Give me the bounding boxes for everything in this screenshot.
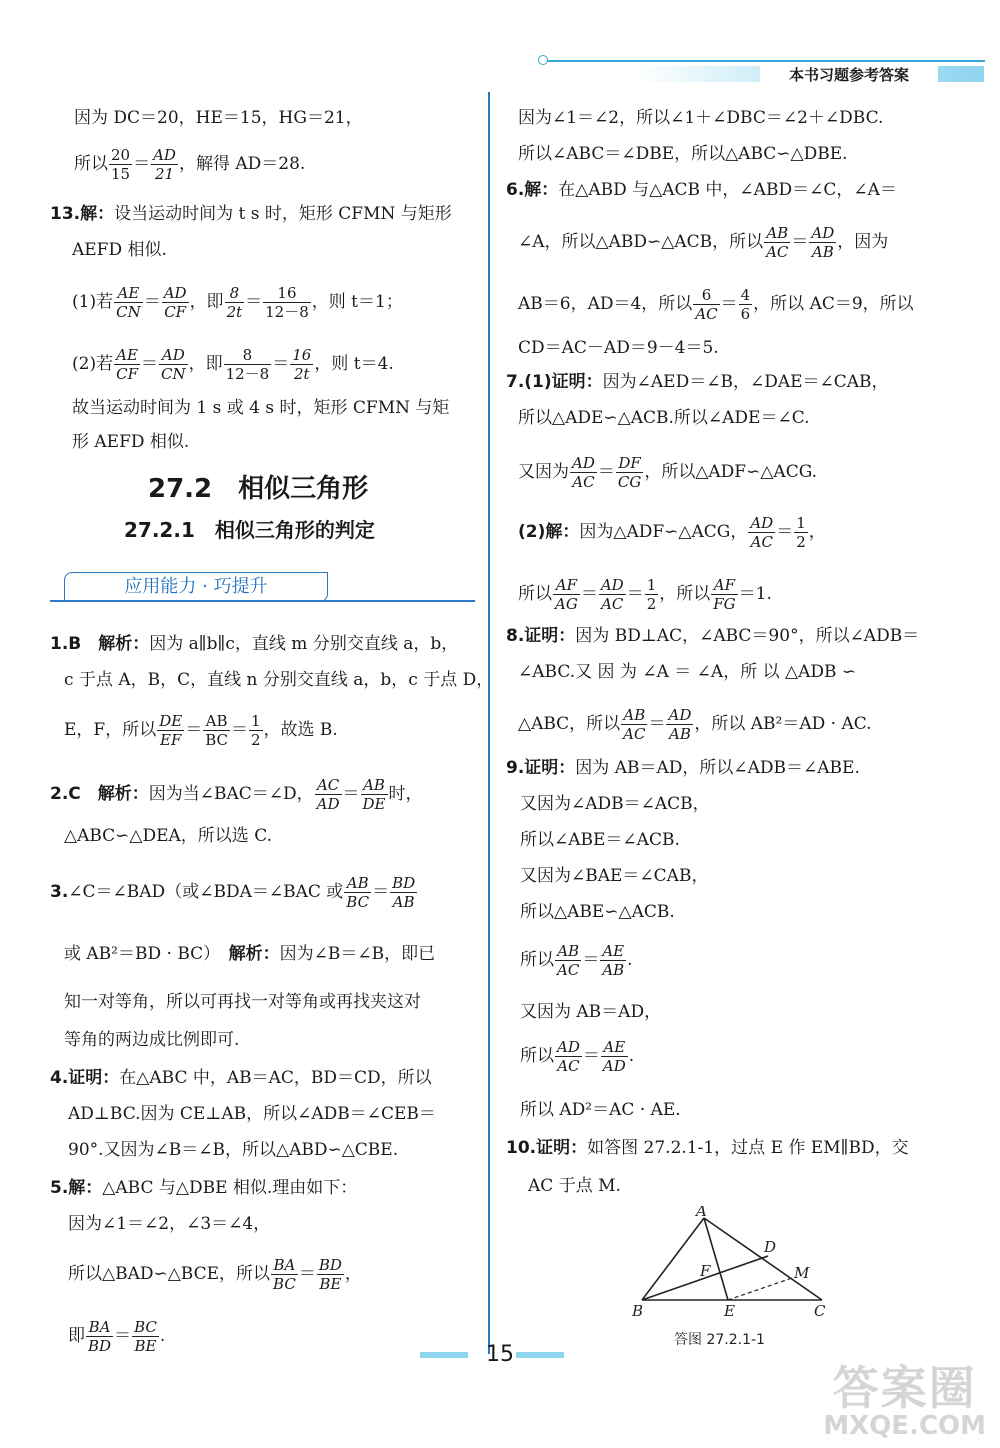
text-line: 所以∠ABE＝∠ACB. — [520, 830, 680, 850]
text-line: △ABC∽△DEA，所以选 C. — [64, 826, 273, 846]
question-3: 3.∠C＝∠BAD（或∠BDA＝∠BAC 或 $\frac{AB}{BC}$ ＝ $\frac{BD}{AB}$ — [50, 874, 416, 911]
section-tag-label: 应用能力 · 巧提升 — [64, 572, 328, 602]
geometry-figure — [628, 1206, 844, 1352]
text-line: ∠A，所以△ABD∽△ACB，所以 $\frac{AB}{AC}$ ＝ $\frac{AD}{AB}$ ，因为 — [518, 224, 889, 261]
question-10: 10.证明：如答图 27.2.1-1，过点 E 作 EM∥BD，交 — [506, 1138, 909, 1158]
text-line: E，F，所以 $\frac{DE}{EF}$ ＝ $\frac{AB}{BC}$ ＝ $\frac{1}{2}$ ，故选 B. — [64, 712, 338, 749]
text-line: 所以 $\frac{AB}{AC}$ ＝ $\frac{AE}{AB}$ . — [520, 942, 633, 979]
text-line: 所以△ABE∽△ACB. — [520, 902, 675, 922]
label-m: M — [794, 1264, 810, 1282]
text-line: (2)解：因为△ADF∽△ACG， $\frac{AD}{AC}$ ＝ $\frac{1}{2}$ ， — [518, 514, 826, 551]
text-line: 又因为∠BAE＝∠CAB， — [520, 866, 709, 886]
text-line: 90°.又因为∠B＝∠B，所以△ABD∽△CBE. — [68, 1140, 399, 1160]
segment-ab — [642, 1218, 704, 1300]
text-line: AEFD 相似. — [72, 240, 167, 260]
text-line: 因为∠1＝∠2，所以∠1＋∠DBC＝∠2＋∠DBC. — [518, 108, 884, 128]
text-line: AD⊥BC.因为 CE⊥AB，所以∠ADB＝∠CEB＝ — [68, 1104, 436, 1124]
label-c: C — [814, 1302, 826, 1320]
question-7: 7.(1)证明：因为∠AED＝∠B，∠DAE＝∠CAB， — [506, 372, 889, 392]
question-13: 13.解：设当运动时间为 t s 时，矩形 CFMN 与矩形 — [50, 204, 452, 224]
figure-caption: 答图 27.2.1-1 — [674, 1332, 765, 1348]
section-title: 27.2 相似三角形 — [148, 474, 369, 504]
text-line: 知一对等角，所以可再找一对等角或再找夹这对 — [64, 992, 421, 1012]
watermark-url: MXQE.COM — [823, 1411, 986, 1441]
text-line: 所以 AD²＝AC · AE. — [520, 1100, 681, 1120]
question-5: 5.解：△ABC 与△DBE 相似.理由如下： — [50, 1178, 358, 1198]
text-line: ∠ABC.又 因 为 ∠A ＝ ∠A，所 以 △ADB ∽ — [518, 662, 857, 682]
text-line: 所以 $\frac{AD}{AC}$ ＝ $\frac{AE}{AD}$ . — [520, 1038, 635, 1075]
text-line: 所以 $\frac{20}{15}$ ＝ $\frac{AD}{21}$ ，解得 AD＝28. — [74, 146, 306, 183]
label-d: D — [764, 1238, 777, 1256]
question-8: 8.证明：因为 BD⊥AC，∠ABC＝90°，所以∠ADB＝ — [506, 626, 920, 646]
text-line: 又因为 $\frac{AD}{AC}$ ＝ $\frac{DF}{CG}$ ，所以△ADF∽△ACG. — [518, 454, 818, 491]
column-divider — [488, 92, 490, 1354]
text-line: 即 $\frac{BA}{BD}$ ＝ $\frac{BC}{BE}$ . — [68, 1318, 166, 1355]
watermark-text: 答案圈 — [832, 1361, 977, 1415]
text-line: 所以△BAD∽△BCE，所以 $\frac{BA}{BC}$ ＝ $\frac{BD}{BE}$ ， — [68, 1256, 362, 1293]
text-line: (1)若 $\frac{AE}{CN}$ ＝ $\frac{AD}{CF}$ ，即 $\frac{8}{2t}$ ＝ $\frac{16}{12-8}$ ，则 t＝1； — [72, 284, 403, 321]
footer-deco-left — [420, 1352, 468, 1358]
text-line: 等角的两边成比例即可. — [64, 1030, 240, 1050]
header-rule — [540, 60, 985, 62]
label-a: A — [696, 1206, 707, 1220]
question-6: 6.解：在△ABD 与△ACB 中，∠ABD＝∠C，∠A＝ — [506, 180, 897, 200]
text-line: 形 AEFD 相似. — [72, 432, 190, 452]
segment-em — [728, 1278, 792, 1300]
text-line: 所以△ADE∽△ACB.所以∠ADE＝∠C. — [518, 408, 810, 428]
text-line: 因为∠1＝∠2，∠3＝∠4， — [68, 1214, 271, 1234]
text-line: 故当运动时间为 1 s 或 4 s 时，矩形 CFMN 与矩 — [72, 398, 450, 418]
question-1: 1.B 解析：因为 a∥b∥c，直线 m 分别交直线 a，b， — [50, 634, 459, 654]
text-line: AC 于点 M. — [528, 1176, 621, 1196]
label-e: E — [724, 1302, 735, 1320]
header-dot — [538, 55, 548, 65]
text-line: CD＝AC－AD＝9－4＝5. — [518, 338, 719, 358]
page-number: 15 — [486, 1342, 514, 1367]
watermark — [823, 1361, 986, 1441]
section-tag — [50, 572, 475, 602]
section-tag-rule — [50, 600, 475, 602]
subsection-title: 27.2.1 相似三角形的判定 — [124, 518, 375, 542]
question-9: 9.证明：因为 AB＝AD，所以∠ADB＝∠ABE. — [506, 758, 860, 778]
question-2: 2.C 解析：因为当∠BAC＝∠D， $\frac{AC}{AD}$ ＝ $\frac{AB}{DE}$ 时， — [50, 776, 423, 813]
footer-deco-right — [516, 1352, 564, 1358]
header-title: 本书习题参考答案 — [760, 64, 938, 86]
text-line: 因为 DC＝20，HE＝15，HG＝21， — [74, 108, 363, 128]
text-line: AB＝6，AD＝4，所以 $\frac{6}{AC}$ ＝ $\frac{4}{6}$ ，所以 AC＝9，所以 — [518, 286, 914, 323]
label-f: F — [700, 1262, 711, 1280]
text-line: 又因为 AB＝AD， — [520, 1002, 662, 1022]
segment-ae — [704, 1218, 728, 1300]
label-b: B — [632, 1302, 644, 1320]
text-line: 所以 $\frac{AF}{AG}$ ＝ $\frac{AD}{AC}$ ＝ $\frac{1}{2}$ ，所以 $\frac{AF}{FG}$ ＝1. — [518, 576, 772, 613]
text-line: 或 AB²＝BD · BC） 解析：因为∠B＝∠B，即已 — [64, 944, 436, 964]
text-line: (2)若 $\frac{AE}{CF}$ ＝ $\frac{AD}{CN}$ ，即 $\frac{8}{12-8}$ ＝ $\frac{16}{2t}$ ，则 t＝4. — [72, 346, 394, 383]
text-line: 所以∠ABC＝∠DBE，所以△ABC∽△DBE. — [518, 144, 848, 164]
question-4: 4.证明：在△ABC 中，AB＝AC，BD＝CD，所以 — [50, 1068, 432, 1088]
text-line: c 于点 A，B，C，直线 n 分别交直线 a，b，c 于点 D， — [64, 670, 494, 690]
text-line: 又因为∠ADB＝∠ACB， — [520, 794, 710, 814]
text-line: △ABC，所以 $\frac{AB}{AC}$ ＝ $\frac{AD}{AB}$ ，所以 AB²＝AD · AC. — [518, 706, 872, 743]
